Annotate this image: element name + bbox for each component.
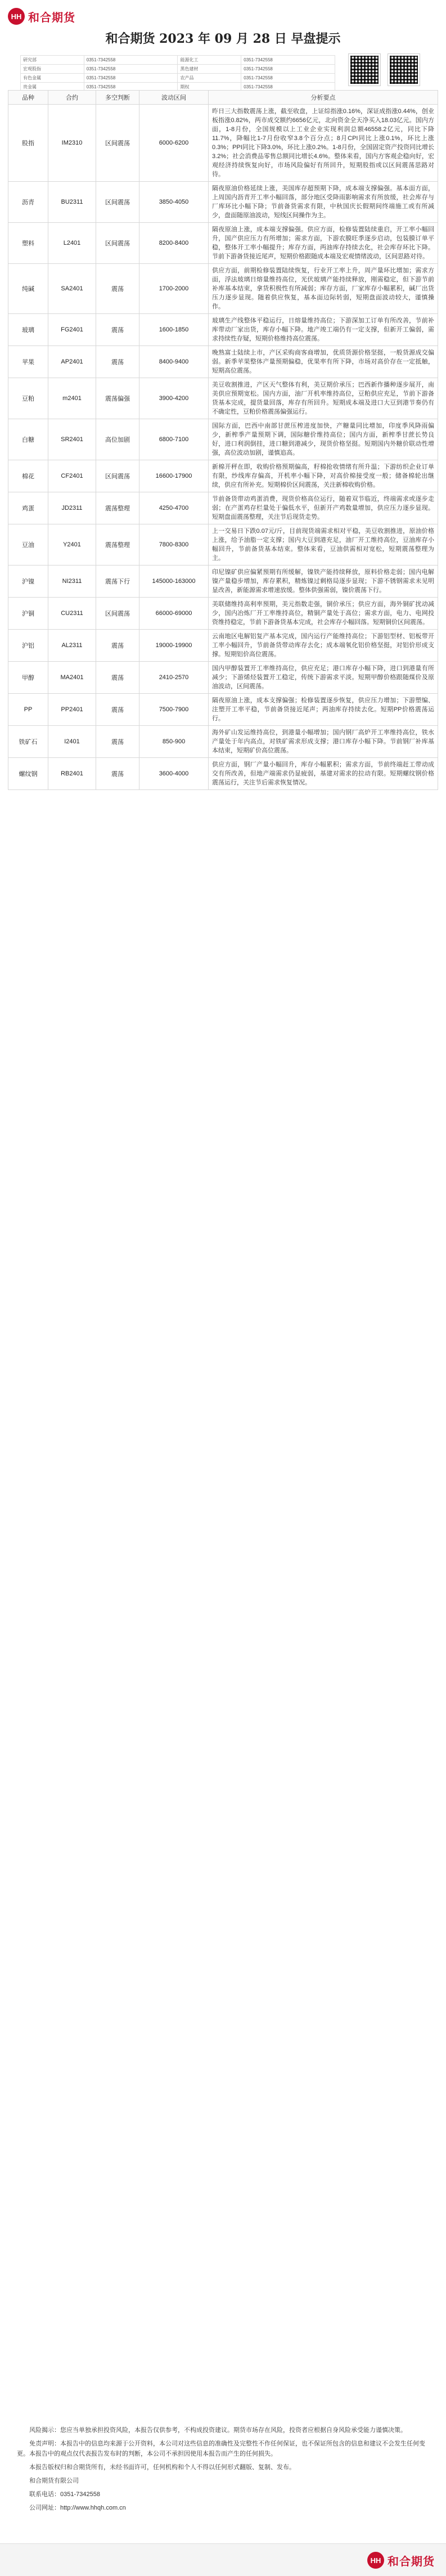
trend-judgement: 震荡 bbox=[96, 726, 139, 758]
price-range: 3600-4000 bbox=[139, 758, 209, 790]
price-range: 19000-19900 bbox=[139, 630, 209, 662]
analysis-text: 云南地区电解铝复产基本完成，国内运行产能维持高位；下游铝型材、铝板带开工率小幅回升，节前备货带动库存去化；成本端氧化铝价格坚挺，对铝价形成支撑。短期铝价高位震荡。 bbox=[209, 630, 438, 662]
table-row bbox=[8, 726, 438, 758]
analysis-text: 国际方面，巴西中南部甘蔗压榨进度加快，产糖量同比增加，印度季风降雨偏少，新榨季产量预期下调，国际糖价维持高位；国内方面，新榨季甘蔗长势良好，进口利润倒挂，进口糖到港减少，现货价格坚挺。短期国内外糖价联动性增强，高位波动加剧，谨慎追高。 bbox=[209, 419, 438, 460]
trend-judgement: 震荡 bbox=[96, 694, 139, 726]
contact-cell: 0351-7342558 bbox=[241, 74, 335, 83]
contact-cell: 有色金属 bbox=[21, 74, 84, 83]
commodity-name: 铁矿石 bbox=[8, 726, 48, 758]
company-website: 公司网址：http://www.hhqh.com.cn bbox=[29, 2505, 126, 2511]
commodity-name: 螺纹钢 bbox=[8, 758, 48, 790]
trend-judgement: 震荡偏强 bbox=[96, 378, 139, 419]
price-range: 1700-2000 bbox=[139, 264, 209, 314]
price-range: 6000-6200 bbox=[139, 105, 209, 182]
commodity-name: PP bbox=[8, 694, 48, 726]
trend-judgement: 震荡 bbox=[96, 346, 139, 378]
contract-code: MA2401 bbox=[48, 662, 96, 694]
contract-code: RB2401 bbox=[48, 758, 96, 790]
commodity-name: 白糖 bbox=[8, 419, 48, 460]
contact-cell: 0351-7342558 bbox=[84, 74, 178, 83]
trend-judgement: 震荡 bbox=[96, 630, 139, 662]
commodity-name: 沥青 bbox=[8, 182, 48, 223]
contract-code: SR2401 bbox=[48, 419, 96, 460]
trend-judgement: 区间震荡 bbox=[96, 182, 139, 223]
contact-cell: 0351-7342558 bbox=[241, 56, 335, 65]
price-range: 7800-8300 bbox=[139, 524, 209, 566]
logo-icon: HH bbox=[8, 8, 25, 25]
price-range: 16600-17900 bbox=[139, 460, 209, 492]
commodity-name: 玻璃 bbox=[8, 314, 48, 346]
table-row bbox=[8, 758, 438, 790]
contract-code: NI2311 bbox=[48, 566, 96, 598]
analysis-text: 新棉开秤在即，收购价格预期偏高，籽棉抢收情绪有所升温；下游纺织企业订单有限，纱线库存偏高，开机率小幅下降，对高价棉接受度一般；储备棉轮出继续，供应有所补充。短期棉价区间震荡，关注新棉收购价格。 bbox=[209, 460, 438, 492]
disclaimer-statement: 免责声明：本报告中的信息均来源于公开资料，本公司对这些信息的准确性及完整性不作任何保证，也不保证所包含的信息和建议不会发生任何变更。本报告中的观点仅代表报告发布时的判断，本公司不承担因使用本报告而产生的任何损失。 bbox=[17, 2440, 425, 2457]
table-header-row bbox=[8, 91, 438, 105]
analysis-text: 供应方面，前期检修装置陆续恢复，行业开工率上升，周产量环比增加；需求方面，浮法玻璃日熔量维持高位，光伏玻璃产能持续释放，刚需稳定，但下游节前补库基本结束，拿货积极性有所减弱；库存方面，厂家库存小幅累积，碱厂出货压力逐步显现。随着供应恢复，基本面边际转弱，短期盘面波动较大，谨慎操作。 bbox=[209, 264, 438, 314]
table-row bbox=[8, 566, 438, 598]
trend-judgement: 震荡 bbox=[96, 758, 139, 790]
analysis-text: 上一交易日下跌0.07元/斤，目前现货端需求相对平稳，美豆收割推进，原油价格上涨，给予油脂一定支撑；国内大豆到港充足，油厂开工维持高位，豆油库存小幅回升，节前备货基本结束。整体来看，豆油供需相对宽松，短期震荡整理为主。 bbox=[209, 524, 438, 566]
analysis-text: 昨日三大指数震荡上涨，截至收盘，上证综指涨0.16%，深证成指涨0.44%，创业板指涨0.82%，两市成交额约6656亿元，北向资金全天净买入18.03亿元。国内方面，1-8月份，全国规模以上工业企业实现利润总额46558.2亿元，同比下降11.7%，降幅比1-7月份收窄3.8个百分点；8月CPI同比上涨0.1%，环比上涨0.3%；PPI同比下降3.0%，环比上涨0.2%。1-8月份，全国固定资产投资同比增长3.2%；社会消费品零售总额同比增长4.6%。整体来看，国内方客观企稳向好，宏观经济持续恢复向好，市场风险偏好有所回升，短期股指或以区间震荡思路对待。 bbox=[209, 105, 438, 182]
contact-cell: 能源化工 bbox=[178, 56, 241, 65]
price-range: 3850-4050 bbox=[139, 182, 209, 223]
company-phone: 联系电话：0351-7342558 bbox=[29, 2491, 100, 2498]
contract-code: AL2311 bbox=[48, 630, 96, 662]
trend-judgement: 区间震荡 bbox=[96, 223, 139, 264]
contact-row bbox=[21, 65, 335, 74]
contract-code: FG2401 bbox=[48, 314, 96, 346]
contract-code: BU2311 bbox=[48, 182, 96, 223]
contact-cell: 期权 bbox=[178, 83, 241, 92]
contract-code: I2401 bbox=[48, 726, 96, 758]
table-row bbox=[8, 524, 438, 566]
trend-judgement: 区间震荡 bbox=[96, 105, 139, 182]
price-range: 145000-163000 bbox=[139, 566, 209, 598]
qr-code-icon bbox=[388, 54, 420, 86]
analysis-text: 晚熟富士陆续上市，产区采购商客商增加，优质货源价格坚挺，一般货源成交偏弱。新季苹果整体产量预期偏稳，优果率有所下降，市场对高价存在一定抵触，短期高位震荡。 bbox=[209, 346, 438, 378]
analysis-text: 国内甲醇装置开工率维持高位，供应充足；港口库存小幅下降，进口到港量有所减少；下游烯烃装置开工稳定，传统下游需求平淡。短期甲醇价格跟随煤价及原油波动，区间震荡。 bbox=[209, 662, 438, 694]
contract-code: SA2401 bbox=[48, 264, 96, 314]
price-range: 2410-2570 bbox=[139, 662, 209, 694]
table-row bbox=[8, 223, 438, 264]
analysis-text: 海外矿山发运维持高位，到港量小幅增加；国内钢厂高炉开工率维持高位，铁水产量处于年内高点，对铁矿需求形成支撑；港口库存小幅下降。节前钢厂补库基本结束，短期矿价高位震荡。 bbox=[209, 726, 438, 758]
trend-judgement: 震荡 bbox=[96, 662, 139, 694]
footer-logo-icon: HH bbox=[367, 2552, 384, 2569]
price-range: 8200-8400 bbox=[139, 223, 209, 264]
contract-code: CF2401 bbox=[48, 460, 96, 492]
commodity-name: 甲醇 bbox=[8, 662, 48, 694]
contact-cell: 0351-7342558 bbox=[84, 56, 178, 65]
contract-code: AP2401 bbox=[48, 346, 96, 378]
table-row bbox=[8, 492, 438, 524]
commodity-name: 塑料 bbox=[8, 223, 48, 264]
copyright-notice: 本报告版权归和合期货所有，未经书面许可，任何机构和个人不得以任何形式翻版、复制、发布。 bbox=[29, 2464, 295, 2471]
table-row bbox=[8, 419, 438, 460]
contact-row bbox=[21, 74, 335, 83]
price-range: 7500-7900 bbox=[139, 694, 209, 726]
contact-row bbox=[21, 56, 335, 65]
price-range: 6800-7100 bbox=[139, 419, 209, 460]
analysis-text: 印尼镍矿供应偏紧预期有所缓解，镍铁产能持续释放，原料价格走弱；国内电解镍产量稳步增加，库存累积，精炼镍过剩格局逐步显现；下游不锈钢需求未见明显改善，新能源需求增速放缓。整体供强需弱，镍价震荡下行。 bbox=[209, 566, 438, 598]
analysis-text: 玻璃生产线整体平稳运行，日熔量维持高位；下游深加工订单有所改善，节前补库带动厂家出货，库存小幅下降。地产竣工端仍有一定支撑，但新开工偏弱，需求持续性存疑，短期价格维持高位震荡。 bbox=[209, 314, 438, 346]
table-row bbox=[8, 662, 438, 694]
trend-judgement: 震荡 bbox=[96, 314, 139, 346]
table-row bbox=[8, 264, 438, 314]
commodity-name: 纯碱 bbox=[8, 264, 48, 314]
header-range: 波动区间 bbox=[139, 91, 209, 105]
contact-cell: 贵金属 bbox=[21, 83, 84, 92]
analysis-text: 隔夜原油价格延续上涨，美国库存超预期下降，成本端支撑偏强。基本面方面，上周国内沥青开工率小幅回落，部分地区受降雨影响需求有所放缓，社会库存与厂库环比小幅下降；节前备货需求有限，中秋国庆长假期间终端施工或有所减少，盘面随原油波动，短线区间操作为主。 bbox=[209, 182, 438, 223]
analysis-text: 节前备货带动鸡蛋消费，现货价格高位运行，随着双节临近，终端需求或逐步走弱；在产蛋鸡存栏量处于偏低水平，但新开产鸡数量增加，供应压力逐步显现。短期盘面震荡整理，关注节后现货走势。 bbox=[209, 492, 438, 524]
trend-judgement: 区间震荡 bbox=[96, 598, 139, 630]
logo-text: 和合期货 bbox=[28, 11, 75, 24]
disclaimer-block bbox=[17, 2425, 429, 2516]
commodity-name: 沪铜 bbox=[8, 598, 48, 630]
contact-cell: 0351-7342558 bbox=[241, 65, 335, 74]
risk-warning: 风险揭示：您应当单独承担投资风险，本报告仅供参考，不构成投资建议。期货市场存在风险，投资者应根据自身风险承受能力谨慎决策。 bbox=[29, 2427, 407, 2434]
analysis-text: 美联储维持高利率预期，美元指数走强，铜价承压；供应方面，海外铜矿扰动减少，国内冶炼厂开工率维持高位，精铜产量处于高位；需求方面，电力、电网投资维持稳定，节前下游备货基本完成，社会库存小幅回落。短期铜价区间震荡。 bbox=[209, 598, 438, 630]
contract-code: PP2401 bbox=[48, 694, 96, 726]
trend-judgement: 震荡 bbox=[96, 264, 139, 314]
footer-bar bbox=[0, 2543, 446, 2576]
qr-code-icon bbox=[349, 54, 380, 86]
table-row bbox=[8, 105, 438, 182]
table-row bbox=[8, 630, 438, 662]
commodity-name: 豆油 bbox=[8, 524, 48, 566]
commodity-name: 沪镍 bbox=[8, 566, 48, 598]
header-code: 合约 bbox=[48, 91, 96, 105]
contract-code: m2401 bbox=[48, 378, 96, 419]
contract-code: Y2401 bbox=[48, 524, 96, 566]
price-range: 66000-69000 bbox=[139, 598, 209, 630]
analysis-text: 美豆收割推进，产区天气整体有利，美豆期价承压；巴西新作播种逐步展开，南美供应预期宽松。国内方面，油厂开机率维持高位，豆粕供应充足，节前下游备货基本完成，提货量回落，库存有所回升。短期成本端及进口大豆到港节奏仍有不确定性，豆粕价格震荡偏强运行。 bbox=[209, 378, 438, 419]
table-row bbox=[8, 314, 438, 346]
page-title: 和合期货 2023 年 09 月 28 日 早盘提示 bbox=[105, 32, 341, 46]
contact-cell: 研究部 bbox=[21, 56, 84, 65]
trend-judgement: 震荡整理 bbox=[96, 492, 139, 524]
footer-logo bbox=[367, 2552, 435, 2569]
table-row bbox=[8, 460, 438, 492]
commodity-name: 豆粕 bbox=[8, 378, 48, 419]
analysis-text: 供应方面，钢厂产量小幅回升，库存小幅累积；需求方面，节前终端赶工带动成交有所改善，但地产端需求仍显疲弱，基建对需求的拉动有限。短期螺纹钢价格震荡运行，关注节后需求恢复情况。 bbox=[209, 758, 438, 790]
trend-judgement: 高位加剧 bbox=[96, 419, 139, 460]
analysis-text: 隔夜原油上涨，成本支撑偏强；检修装置逐步恢复，供应压力增加；下游塑编、注塑开工率平稳，节前备货接近尾声；两油库存持续去化。短期PP价格震荡运行。 bbox=[209, 694, 438, 726]
contact-table bbox=[20, 55, 335, 92]
analysis-table bbox=[8, 90, 438, 790]
contact-cell: 农产品 bbox=[178, 74, 241, 83]
contract-code: CU2311 bbox=[48, 598, 96, 630]
header-analysis: 分析要点 bbox=[209, 91, 438, 105]
header-name: 品种 bbox=[8, 91, 48, 105]
footer-logo-text: 和合期货 bbox=[388, 2555, 435, 2568]
price-range: 8400-9400 bbox=[139, 346, 209, 378]
contact-cell: 0351-7342558 bbox=[84, 65, 178, 74]
table-row bbox=[8, 346, 438, 378]
table-row bbox=[8, 598, 438, 630]
contact-cell: 黑色建材 bbox=[178, 65, 241, 74]
contract-code: IM2310 bbox=[48, 105, 96, 182]
trend-judgement: 震荡整理 bbox=[96, 524, 139, 566]
contact-cell: 宏观股指 bbox=[21, 65, 84, 74]
analysis-text: 隔夜原油上涨，成本端支撑偏强。供应方面，检修装置陆续重启，开工率小幅回升，国产供应压力有所增加；需求方面，下游农膜旺季逐步启动，包装膜订单平稳，整体开工率小幅提升；库存方面，两油库存持续去化，社会库存环比下降。节前下游备货接近尾声，短期价格跟随成本端及宏观情绪波动，区间思路对待。 bbox=[209, 223, 438, 264]
price-range: 850-900 bbox=[139, 726, 209, 758]
commodity-name: 棉花 bbox=[8, 460, 48, 492]
table-row bbox=[8, 378, 438, 419]
table-row bbox=[8, 694, 438, 726]
header-judge: 多空判断 bbox=[96, 91, 139, 105]
table-row bbox=[8, 182, 438, 223]
contract-code: JD2311 bbox=[48, 492, 96, 524]
contract-code: L2401 bbox=[48, 223, 96, 264]
commodity-name: 鸡蛋 bbox=[8, 492, 48, 524]
contact-cell: 0351-7342558 bbox=[84, 83, 178, 92]
company-name: 和合期货有限公司 bbox=[29, 2478, 79, 2484]
trend-judgement: 区间震荡 bbox=[96, 460, 139, 492]
company-logo bbox=[8, 8, 75, 25]
commodity-name: 苹果 bbox=[8, 346, 48, 378]
price-range: 4250-4700 bbox=[139, 492, 209, 524]
commodity-name: 沪铝 bbox=[8, 630, 48, 662]
commodity-name: 股指 bbox=[8, 105, 48, 182]
price-range: 1600-1850 bbox=[139, 314, 209, 346]
trend-judgement: 震荡下行 bbox=[96, 566, 139, 598]
price-range: 3900-4200 bbox=[139, 378, 209, 419]
contact-cell: 0351-7342558 bbox=[241, 83, 335, 92]
